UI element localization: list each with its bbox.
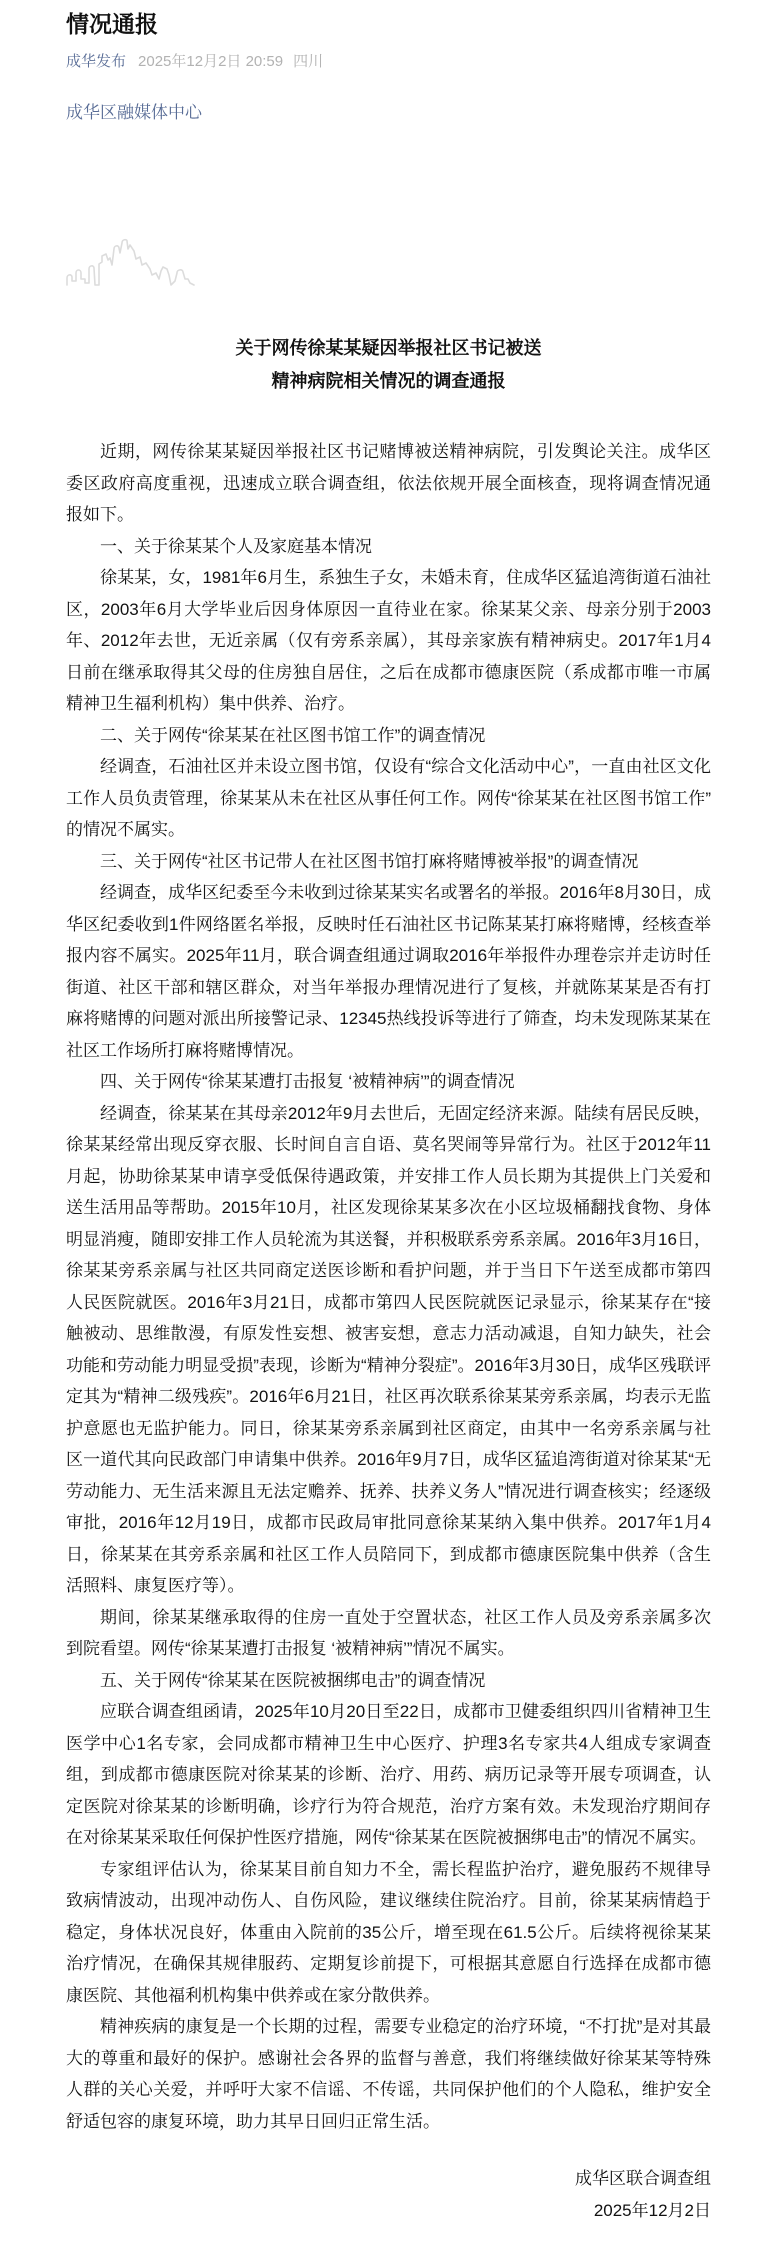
- section-heading: 二、关于网传“徐某某在社区图书馆工作”的调查情况: [100, 725, 486, 745]
- source-link[interactable]: 成华区融媒体中心: [66, 103, 202, 122]
- section-heading: 五、关于网传“徐某某在医院被捆绑电击”的调查情况: [100, 1670, 486, 1690]
- article-body: [66, 436, 711, 2137]
- page-title: 情况通报: [66, 11, 158, 37]
- byline: [66, 52, 711, 72]
- section-heading: 一、关于徐某某个人及家庭基本情况: [100, 536, 372, 556]
- body-paragraph: 专家组评估认为，徐某某目前自知力不全，需长程监护治疗，避免服药不规律导致病情波动，出现冲动伤人、自伤风险，建议继续住院治疗。目前，徐某某病情趋于稳定，身体状况良好，体重由入院前的35公斤，增至现在61.5公斤。后续将视徐某某治疗情况，在确保其规律服药、定期复诊前提下，可根据其意愿自行选择在成都市德康医院、其他福利机构集中供养或在家分散供养。: [66, 1859, 711, 2005]
- section-heading: 四、关于网传“徐某某遭打击报复 ‘被精神病’”的调查情况: [100, 1072, 515, 1091]
- account-name-link[interactable]: 成华发布: [66, 53, 127, 70]
- publish-time: 2025年12月2日 20:59: [138, 53, 284, 70]
- body-paragraph: 徐某某，女，1981年6月生，系独生子女，未婚未育，住成华区猛追湾街道石油社区，2003年6月大学毕业后因身体原因一直待业在家。徐某某父亲、母亲分别于2003年、2012年去世，无近亲属（仅有旁系亲属），其母亲家族有精神病史。2017年1月4日前在继承取得其父母的住房独自居住，之后在成都市德康医院（系成都市唯一市属精神卫生福利机构）集中供养、治疗。: [66, 568, 711, 713]
- body-paragraph: 精神疾病的康复是一个长期的过程，需要专业稳定的治疗环境，“不打扰”是对其最大的尊重和最好的保护。感谢社会各界的监督与善意，我们将继续做好徐某某等特殊人群的关心关爱，并呼吁大家不信谣、不传谣，共同保护他们的个人隐私，维护安全舒适包容的康复环境，助力其早日回归正常生活。: [66, 2017, 711, 2131]
- signature: 成华区联合调查组: [575, 2169, 711, 2188]
- document-title: [66, 332, 711, 398]
- document-title-line-2: 精神病院相关情况的调查通报: [271, 371, 506, 391]
- city-skyline-icon: [66, 228, 196, 286]
- section-heading: 三、关于网传“社区书记带人在社区图书馆打麻将赌博被举报”的调查情况: [100, 851, 639, 871]
- body-paragraph: 应联合调查组函请，2025年10月20日至22日，成都市卫健委组织四川省精神卫生医学中心1名专家，会同成都市精神卫生中心医疗、护理3名专家共4人组成专家调查组，到成都市德康医院对徐某某的诊断、治疗、用药、病历记录等开展专项调查，认定医院对徐某某的诊断明确，诊疗行为符合规范，治疗方案有效。未发现治疗期间存在对徐某某采取任何保护性医疗措施，网传“徐某某在医院被捆绑电击”的情况不属实。: [66, 1702, 711, 1847]
- body-paragraph: 经调查，石油社区并未设立图书馆，仅设有“综合文化活动中心”，一直由社区文化工作人员负责管理，徐某某从未在社区从事任何工作。网传“徐某某在社区图书馆工作”的情况不属实。: [66, 757, 711, 839]
- body-paragraph: 经调查，成华区纪委至今未收到过徐某某实名或署名的举报。2016年8月30日，成华区纪委收到1件网络匿名举报，反映时任石油社区书记陈某某打麻将赌博，经核查举报内容不属实。2025年11月，联合调查组通过调取2016年举报件办理卷宗并走访时任街道、社区干部和辖区群众，对当年举报办理情况进行了复核，并就陈某某是否有打麻将赌博的问题对派出所接警记录、12345热线投诉等进行了筛查，均未发现陈某某在社区工作场所打麻将赌博情况。: [66, 883, 711, 1060]
- body-paragraph: 经调查，徐某某在其母亲2012年9月去世后，无固定经济来源。陆续有居民反映，徐某某经常出现反穿衣服、长时间自言自语、莫名哭闹等异常行为。社区于2012年11月起，协助徐某某申请享受低保待遇政策，并安排工作人员长期为其提供上门关爱和送生活用品等帮助。2015年10月，社区发现徐某某多次在小区垃圾桶翻找食物、身体明显消瘦，随即安排工作人员轮流为其送餐，并积极联系旁系亲属。2016年3月16日，徐某某旁系亲属与社区共同商定送医诊断和看护问题，并于当日下午送至成都市第四人民医院就医。2016年3月21日，成都市第四人民医院就医记录显示，徐某某存在“接触被动、思维散漫，有原发性妄想、被害妄想，意志力活动减退，自知力缺失，社会功能和劳动能力明显受损”表现，诊断为“精神分裂症”。2016年3月30日，成华区残联评定其为“精神二级残疾”。2016年6月21日，社区再次联系徐某某旁系亲属，均表示无监护意愿也无监护能力。同日，徐某某旁系亲属到社区商定，由其中一名旁系亲属与社区一道代其向民政部门申请集中供养。2016年9月7日，成华区猛追湾街道对徐某某“无劳动能力、无生活来源且无法定赡养、抚养、扶养义务人”情况进行调查核实；经逐级审批，2016年12月19日，成都市民政局审批同意徐某某纳入集中供养。2017年1月4日，徐某某在其旁系亲属和社区工作人员陪同下，到成都市德康医院集中供养（含生活照料、康复医疗等）。: [66, 1103, 711, 1595]
- signature-date: 2025年12月2日: [593, 2200, 711, 2220]
- city-skyline-sketch-image: [66, 228, 196, 286]
- body-paragraph: 期间，徐某某继承取得的住房一直处于空置状态，社区工作人员及旁系亲属多次到院看望。网传“徐某某遭打击报复 ‘被精神病’”情况不属实。: [66, 1607, 711, 1658]
- body-paragraph: 近期，网传徐某某疑因举报社区书记赌博被送精神病院，引发舆论关注。成华区委区政府高度重视，迅速成立联合调查组，依法依规开展全面核查，现将调查情况通报如下。: [66, 442, 711, 524]
- publish-location: 四川: [293, 53, 324, 70]
- source-line: [66, 102, 711, 124]
- signature-block: [66, 2163, 711, 2226]
- document-title-line-1: 关于网传徐某某疑因举报社区书记被送: [235, 338, 542, 358]
